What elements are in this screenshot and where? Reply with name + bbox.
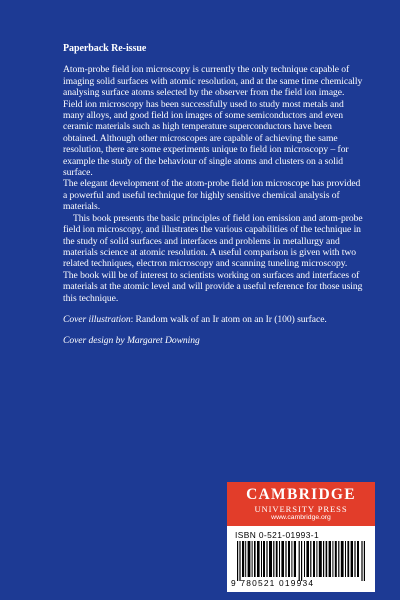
- barcode-icon: [237, 541, 365, 581]
- blurb-paragraph-3: This book presents the basic principles of field ion emission and atom-probe field ion microscopy, and illustrates the various capabilities of the technique in the study of solid surfaces and interfaces and problems in metallurgy and materials science at atomic resolution. A useful comparison is given with two related techniques, electron microscopy and scanning tuneling microscopy. The book will be of interest to scientists working on surfaces and interfaces of materials at the atomic level and will provide a useful reference for those using this technique.: [63, 212, 363, 304]
- isbn-text: ISBN 0-521-01993-1: [235, 530, 320, 540]
- cover-design-credit: Cover design by Margaret Downing: [63, 335, 200, 347]
- barcode-number: 9 780521 019934: [231, 578, 315, 588]
- publisher-subtitle: UNIVERSITY PRESS: [254, 504, 348, 514]
- publisher-name: CAMBRIDGE: [246, 486, 356, 503]
- cover-illustration-label: Cover illustration: [63, 313, 131, 325]
- publisher-url: www.cambridge.org: [271, 514, 331, 521]
- cover-illustration-caption: [63, 314, 363, 325]
- spacer: [63, 304, 363, 314]
- blurb-paragraph-2: The elegant development of the atom-probe field ion microscope has provided a powerful and useful technique for highly sensitive chemical analysis of materials.: [63, 178, 361, 213]
- blurb-text-block: [63, 43, 363, 347]
- cover-illustration-text: : Random walk of an Ir atom on an Ir (100) surface.: [130, 313, 327, 325]
- publisher-logo-box: [227, 482, 375, 526]
- reissue-heading: Paperback Re-issue: [63, 43, 147, 54]
- blurb-paragraph-1: Atom-probe field ion microscopy is currently the only technique capable of imaging solid surfaces with atomic resolution, and at the same time chemically analysing surface atoms selected by the observer from the field ion image. Field ion microscopy has been successfully used to study most metals and many alloys, and good field ion images of some semiconductors and even ceramic materials such as high temperature superconductors have been obtained. Although other microscopes are capable of achieving the same resolution, there are some experiments unique to field ion microscopy – for example the study of the behaviour of single atoms and clusters on a solid surface.: [63, 64, 363, 179]
- barcode-box: [227, 526, 375, 592]
